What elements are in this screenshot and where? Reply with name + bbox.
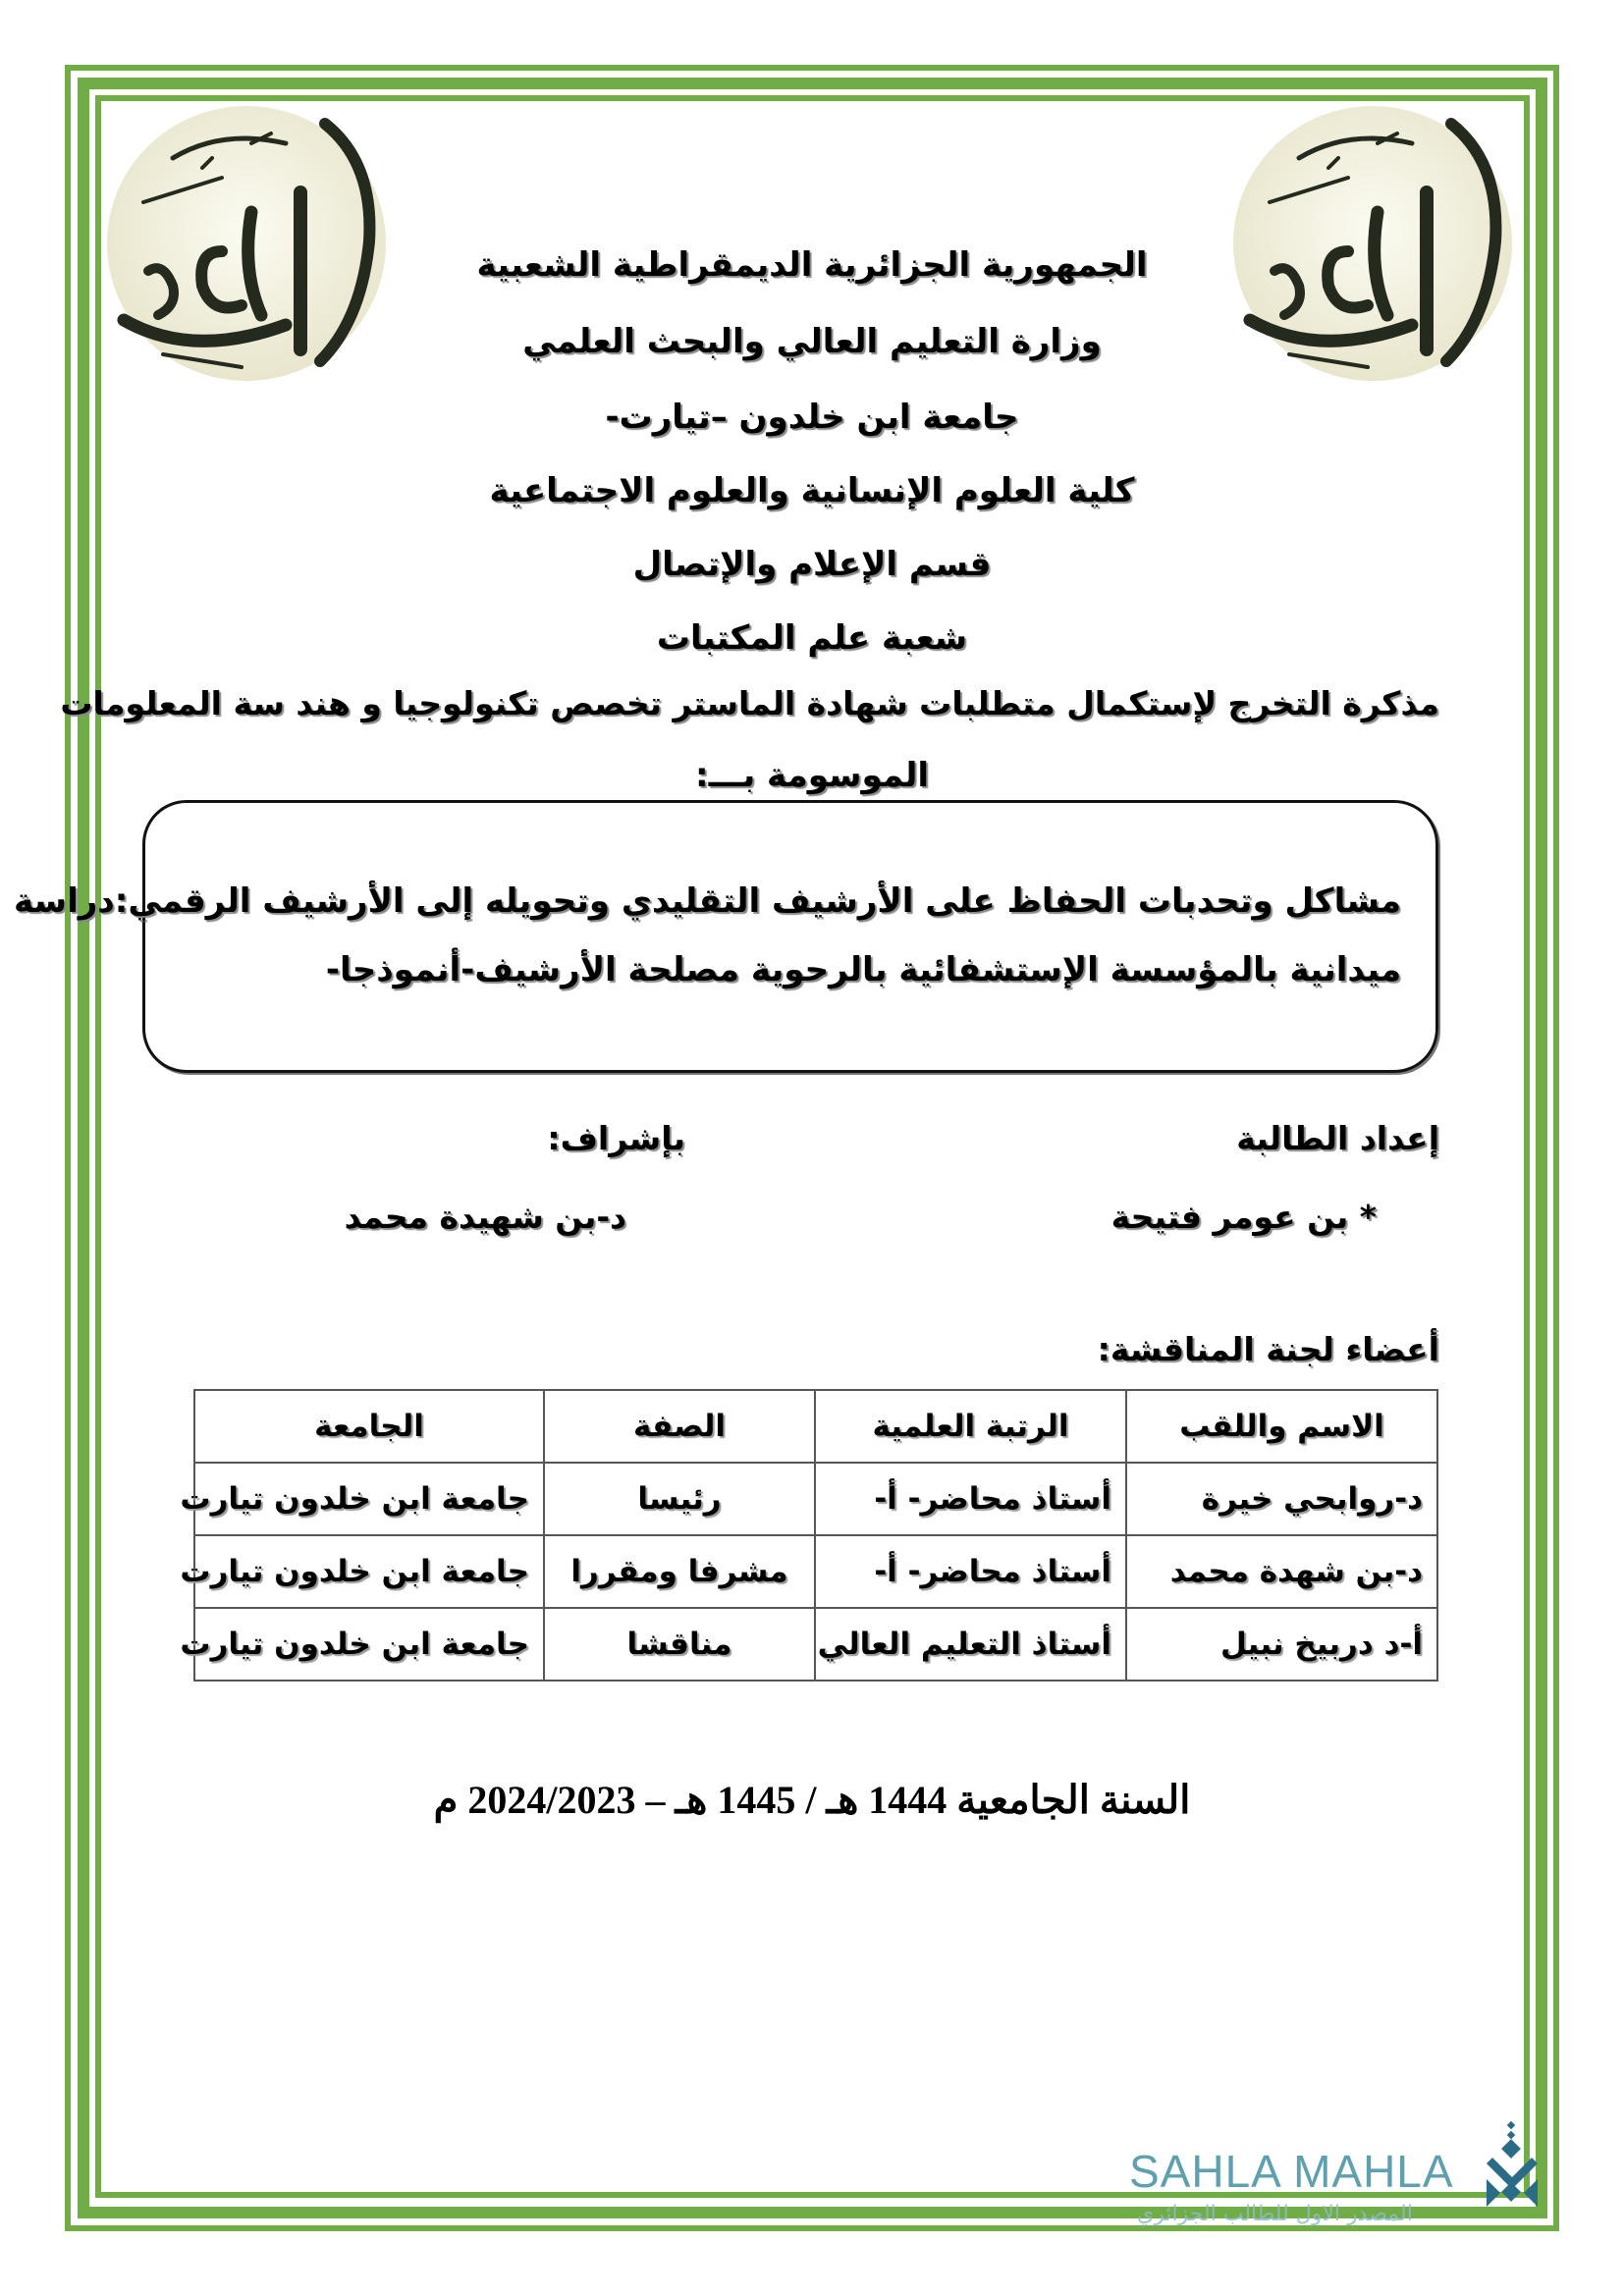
member-role: مناقشا — [544, 1608, 815, 1681]
header-university: الجامعة — [194, 1390, 544, 1463]
watermark-title: SAHLA MAHLA — [1129, 2146, 1454, 2197]
university-name: جامعة ابن خلدون –تيارت- — [605, 398, 1019, 437]
watermark-subtitle: المصدر الاول للطالب الجزائري — [1137, 2202, 1413, 2226]
member-rank: أستاذ محاضر- أ- — [815, 1463, 1126, 1535]
titled-label: الموسومة بـــ: — [694, 756, 930, 795]
member-role: رئيسا — [544, 1463, 815, 1535]
member-rank: أستاذ محاضر- أ- — [815, 1535, 1126, 1608]
academic-year: السنة الجامعية 1444 هـ / 1445 هـ – 2024/2023 م — [433, 1778, 1191, 1822]
table-row — [194, 1608, 1437, 1681]
committee-label: أعضاء لجنة المناقشة: — [1097, 1330, 1439, 1368]
ministry-name: وزارة التعليم العالي والبحث العلمي — [522, 322, 1102, 361]
student-label: إعداد الطالبة — [1236, 1119, 1439, 1157]
member-name: أ-د دربيخ نبيل — [1126, 1608, 1437, 1681]
thesis-title-line-1: مشاكل وتحدبات الحفاظ على الأرشيف التقليدي وتحويله إلى الأرشيف الرقمي:دراسة — [14, 881, 1401, 921]
member-name: د-روابحي خيرة — [1126, 1463, 1437, 1535]
supervisor-label: بإشراف: — [547, 1119, 685, 1157]
thesis-title-box — [14, 800, 1438, 1073]
committee-table — [180, 1389, 1438, 1682]
sahla-mahla-logo-icon — [1483, 2120, 1542, 2218]
table-row — [194, 1535, 1437, 1608]
supervisor-name: د-بن شهيدة محمد — [344, 1198, 626, 1236]
member-university: جامعة ابن خلدون تيارت — [194, 1608, 544, 1681]
member-rank: أستاذ التعليم العالي — [815, 1608, 1126, 1681]
table-header-row — [194, 1390, 1437, 1463]
member-university: جامعة ابن خلدون تيارت — [194, 1535, 544, 1608]
thesis-title-line-2: ميدانية بالمؤسسة الإستشفائية بالرحوية مصلحة الأرشيف-أنموذجا- — [325, 950, 1401, 989]
member-role: مشرفا ومقررا — [544, 1535, 815, 1608]
department-name: قسم الإعلام والإتصال — [632, 545, 992, 584]
student-name: * بن عومر فتيحة — [1110, 1198, 1377, 1236]
member-university: جامعة ابن خلدون تيارت — [194, 1463, 544, 1535]
memo-description: مذكرة التخرج لإستكمال متطلبات شهادة الماستر تخصص تكنولوجيا و هند سة المعلومات — [60, 684, 1439, 722]
header-role: الصفة — [544, 1390, 815, 1463]
faculty-name: كلية العلوم الإنسانية والعلوم الاجتماعية — [489, 471, 1135, 510]
header-rank: الرتبة العلمية — [815, 1390, 1126, 1463]
table-row — [194, 1463, 1437, 1535]
branch-name: شعبة علم المكتبات — [656, 618, 968, 658]
member-name: د-بن شهدة محمد — [1126, 1535, 1437, 1608]
country-name: الجمهورية الجزائرية الديمقراطية الشعبية — [476, 245, 1148, 285]
header-name: الاسم واللقب — [1126, 1390, 1437, 1463]
